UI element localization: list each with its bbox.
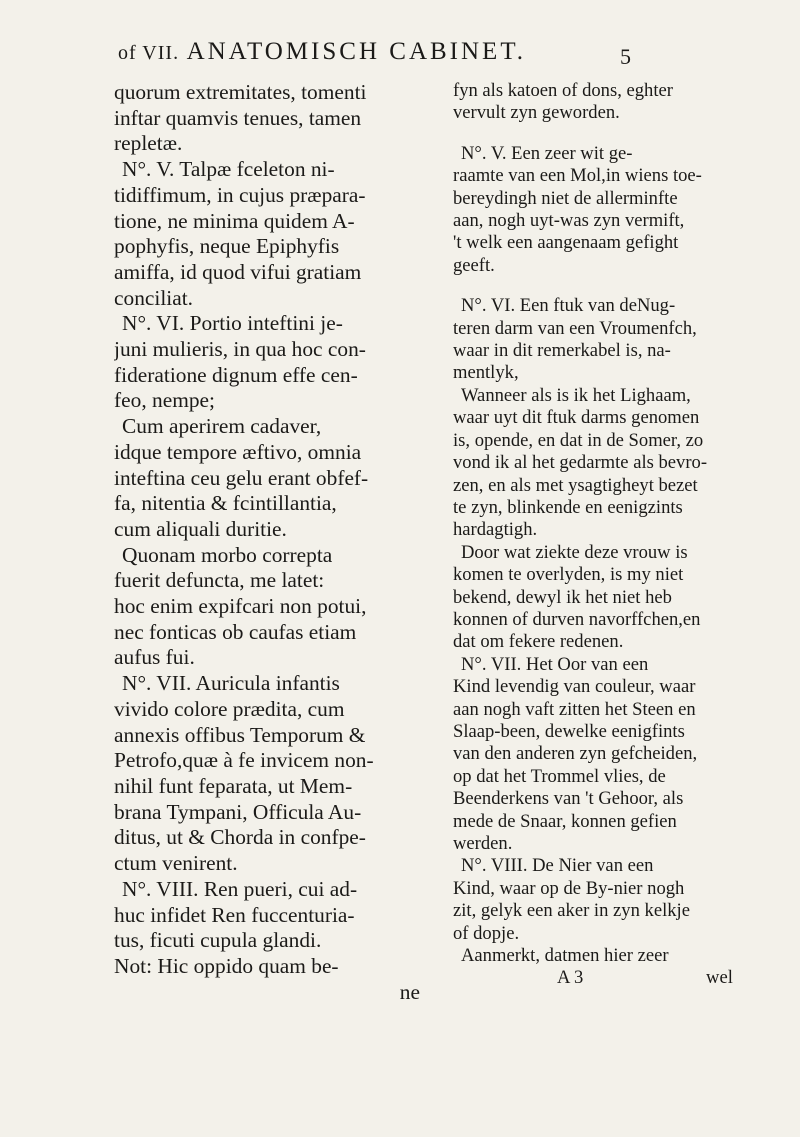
latin-line: vivido colore prædita, cum	[114, 696, 345, 721]
latin-line: N°. VIII. Ren pueri, cui ad-	[122, 876, 358, 901]
dutch-line: vond ik al het gedarmte als bevro-	[453, 452, 708, 474]
latin-line: Petrofo,quæ à fe invicem non-	[114, 748, 374, 773]
dutch-line: N°. VII. Het Oor van een	[461, 653, 649, 675]
dutch-line: werden.	[453, 833, 513, 854]
latin-line: N°. VII. Auricula infantis	[122, 671, 340, 696]
header-title: ANATOMISCH CABINET.	[186, 38, 526, 65]
dutch-line: dat om fekere redenen.	[453, 631, 624, 653]
dutch-line: raamte van een Mol,in wiens toe-	[453, 165, 702, 187]
dutch-line: Aanmerkt, datmen hier zeer	[461, 945, 669, 967]
dutch-line: vervult zyn geworden.	[453, 102, 620, 124]
dutch-line: is, opende, en dat in de Somer, zo	[453, 429, 704, 451]
dutch-line: N°. V. Een zeer wit ge-	[461, 142, 633, 164]
dutch-line: waar uyt dit ftuk darms genomen	[453, 407, 700, 429]
dutch-line: teren darm van een Vroumenfch,	[453, 317, 697, 339]
latin-line: huc infidet Ren fuccenturia-	[114, 902, 355, 927]
dutch-line: te zyn, blinkende en eenigzints	[453, 496, 683, 518]
latin-line: annexis offibus Temporum &	[114, 722, 366, 747]
latin-line: inftar quamvis tenues, tamen	[114, 105, 362, 130]
dutch-line: op dat het Trommel vlies, de	[453, 765, 666, 787]
dutch-line: Door wat ziekte deze vrouw is	[461, 541, 688, 563]
latin-line: brana Tympani, Officula Au-	[114, 799, 362, 824]
dutch-line: bereydingh niet de allerminfte	[453, 187, 678, 209]
dutch-line: zit, gelyk een aker in zyn kelkje	[453, 900, 690, 922]
catchword: ne	[399, 979, 420, 1004]
latin-line: tidiffimum, in cujus præpara-	[114, 182, 366, 207]
latin-column	[114, 80, 432, 1005]
page-number: 5	[620, 44, 631, 69]
latin-line: Cum aperirem cadaver,	[122, 414, 322, 439]
latin-line: repletæ.	[114, 131, 183, 156]
dutch-line: Kind levendig van couleur, waar	[453, 676, 696, 698]
latin-line: feo, nempe;	[114, 388, 215, 413]
latin-line: nec fonticas ob caufas etiam	[114, 619, 357, 644]
latin-line: hoc enim expifcari non potui,	[114, 594, 367, 619]
latin-line: N°. VI. Portio inteftini je-	[122, 311, 343, 336]
dutch-line: hardagtigh.	[453, 519, 538, 541]
dutch-line: konnen of durven navorffchen,en	[453, 608, 701, 630]
latin-line: quorum extremitates, tomenti	[114, 80, 367, 104]
dutch-line: komen te overlyden, is my niet	[453, 564, 684, 586]
latin-line: ctum venirent.	[114, 851, 238, 876]
dutch-line: 't welk een aangenaam gefight	[453, 232, 679, 254]
dutch-line: Slaap-been, dewelke eenigfints	[453, 720, 685, 742]
dutch-line: waar in dit remerkabel is, na-	[453, 340, 671, 362]
latin-line: nihil funt feparata, ut Mem-	[114, 773, 353, 798]
dutch-line: Kind, waar op de By-nier nogh	[453, 877, 685, 899]
dutch-line: mede de Snaar, konnen gefien	[453, 810, 677, 832]
latin-line: fideratione dignum effe cen-	[114, 362, 358, 387]
latin-line: ditus, ut & Chorda in confpe-	[114, 825, 366, 850]
dutch-line: Beenderkens van 't Gehoor, als	[453, 788, 684, 810]
dutch-line: aan, nogh uyt-was zyn vermift,	[453, 210, 685, 232]
dutch-line: van den anderen zyn gefcheiden,	[453, 743, 698, 765]
latin-line: juni mulieris, in qua hoc con-	[114, 337, 366, 362]
dutch-line: zen, en als met ysagtigheyt bezet	[453, 474, 698, 496]
latin-line: Not: Hic oppido quam be-	[114, 953, 339, 978]
signature-mark: A 3	[557, 967, 584, 989]
latin-line: cum aliquali duritie.	[114, 516, 287, 541]
latin-line: idque tempore æftivo, omnia	[114, 439, 362, 464]
latin-line: conciliat.	[114, 285, 193, 310]
dutch-line: of dopje.	[453, 922, 520, 944]
dutch-line: mentlyk,	[453, 362, 519, 384]
dutch-line: N°. VIII. De Nier van een	[461, 855, 654, 877]
dutch-line: N°. VI. Een ftuk van deNug-	[461, 295, 676, 317]
latin-line: inteftina ceu gelu erant obfef-	[114, 465, 369, 490]
dutch-line: Wanneer als is ik het Lighaam,	[461, 384, 691, 406]
latin-line: fuerit defuncta, me latet:	[114, 568, 325, 593]
dutch-line: bekend, dewyl ik het niet heb	[453, 586, 672, 608]
latin-line: tus, ficuti cupula glandi.	[114, 928, 322, 953]
signature-line	[453, 967, 753, 989]
latin-line: tione, ne minima quidem A-	[114, 208, 355, 233]
dutch-line: geeft.	[453, 254, 495, 276]
latin-line: aufus fui.	[114, 645, 195, 670]
latin-line: N°. V. Talpæ fceleton ni-	[122, 157, 335, 182]
latin-line: Quonam morbo correpta	[122, 542, 333, 567]
dutch-line: aan nogh vaft zitten het Steen en	[453, 698, 696, 720]
header-prefix: of VII.	[118, 42, 180, 64]
running-header	[118, 38, 638, 66]
dutch-line: fyn als katoen of dons, eghter	[453, 80, 673, 101]
latin-line: amiffa, id quod vifui gratiam	[114, 259, 362, 284]
latin-line: fa, nitentia & fcintillantia,	[114, 491, 337, 516]
latin-line: pophyfis, neque Epiphyfis	[114, 234, 340, 259]
dutch-column	[453, 80, 753, 990]
catchword: wel	[706, 967, 733, 989]
